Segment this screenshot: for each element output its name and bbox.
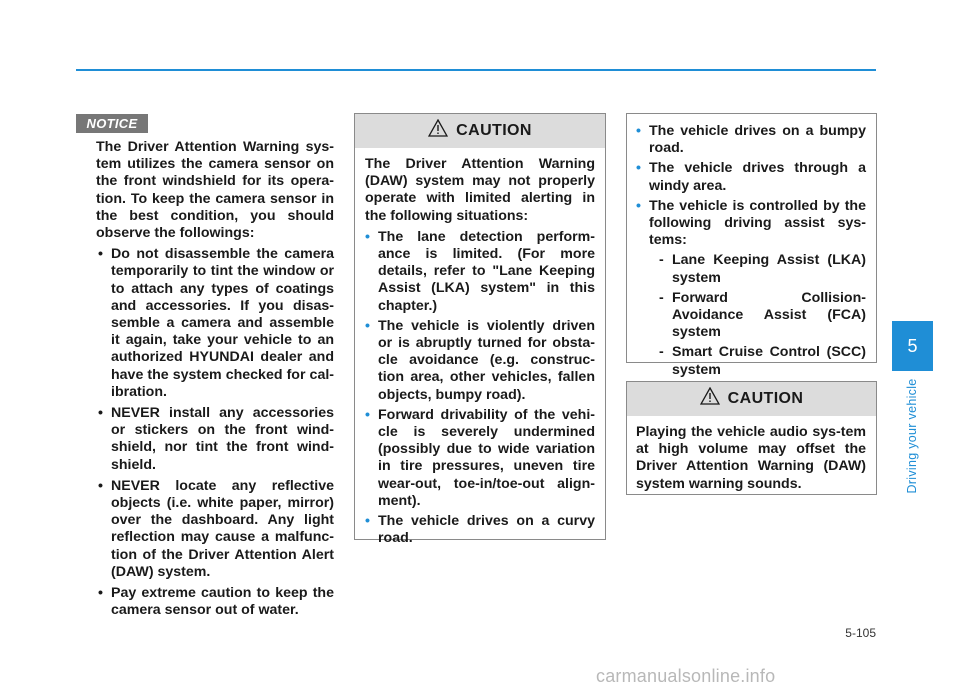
caution-title: CAUTION xyxy=(727,390,804,407)
notice-item: • Pay extreme caution to keep the camera sensor out of water. xyxy=(96,585,334,619)
caution-continued-list xyxy=(636,123,866,379)
notice-badge: NOTICE xyxy=(76,114,148,133)
notice-list xyxy=(96,246,334,619)
notice-item: • NEVER install any accessories or stickers on the front wind-shield, nor tint the front wind-shield. xyxy=(96,405,334,474)
assist-system-item: - Smart Cruise Control (SCC) system xyxy=(649,344,866,378)
caution-item: • The vehicle drives on a curvy road. xyxy=(365,513,595,547)
notice-item: • NEVER locate any reflective objects (i.e. white paper, mirror) over the dashboard. Any light reflection may cause a malfunc-tion of the Driver Attention Alert (DAW) system. xyxy=(96,478,334,581)
caution-item: • Forward drivability of the vehi-cle is severely undermined (possibly due to wide variation in tire pressures, uneven tire wear-out, toe-in/toe-out align-ment). xyxy=(365,407,595,510)
caution-body xyxy=(636,424,866,493)
assist-system-item: - Forward Collision-Avoidance Assist (FCA) system xyxy=(649,290,866,342)
caution-item: • The vehicle is violently driven or is abruptly turned for obsta-cle avoidance (e.g. construc-tion area, other vehicles, fallen objects, bumpy road). xyxy=(365,318,595,404)
caution-title: CAUTION xyxy=(456,122,532,139)
assist-systems-list xyxy=(649,252,866,378)
page-number: 5-105 xyxy=(845,626,876,640)
caution-box-daw-limits xyxy=(354,113,606,547)
caution-item-text: The vehicle is controlled by the following driving assist sys-tems: xyxy=(649,197,866,249)
caution-text: Playing the vehicle audio sys-tem at high volume may offset the Driver Attention Warning (DAW) system warning sounds. xyxy=(636,424,866,492)
warning-triangle-icon xyxy=(700,387,720,405)
caution-box-audio xyxy=(626,381,877,495)
notice-item: • Do not disassemble the camera temporarily to tint the window or to attach any types of coatings and accessories. If you disas-semble a camera and assemble it again, take your vehicle to an authorized HYUNDAI dealer and have the system checked for cal-ibration. xyxy=(96,246,334,401)
chapter-title-text: Driving your vehicle xyxy=(905,378,919,494)
caution-item: • The vehicle drives on a bumpy road. xyxy=(636,123,866,157)
caution-continued-body xyxy=(636,120,866,379)
notice-intro: The Driver Attention Warning sys-tem utilizes the camera sensor on the front windshield for its opera-tion. To keep the camera sensor in the best condition, you should observe the followings: xyxy=(96,139,334,242)
caution-list xyxy=(365,229,595,548)
caution-continued-box xyxy=(626,113,877,378)
caution-item xyxy=(636,198,866,379)
warning-triangle-icon xyxy=(428,119,448,137)
top-rule xyxy=(76,69,876,71)
caution-header xyxy=(355,114,605,148)
caution-intro: The Driver Attention Warning (DAW) system may not properly operate with limited alerting in the following situations: xyxy=(365,156,595,224)
caution-item: • The vehicle drives through a windy area. xyxy=(636,160,866,194)
caution-item: • The lane detection perform-ance is limited. (For more details, refer to "Lane Keeping Assist (LKA) system" in this chapter.) xyxy=(365,229,595,315)
caution-header xyxy=(627,382,876,416)
assist-system-item: - Lane Keeping Assist (LKA) system xyxy=(649,252,866,286)
caution-body xyxy=(365,156,595,547)
watermark: carmanualsonline.info xyxy=(596,666,776,686)
chapter-number-tab: 5 xyxy=(892,321,933,371)
notice-column xyxy=(96,139,334,619)
